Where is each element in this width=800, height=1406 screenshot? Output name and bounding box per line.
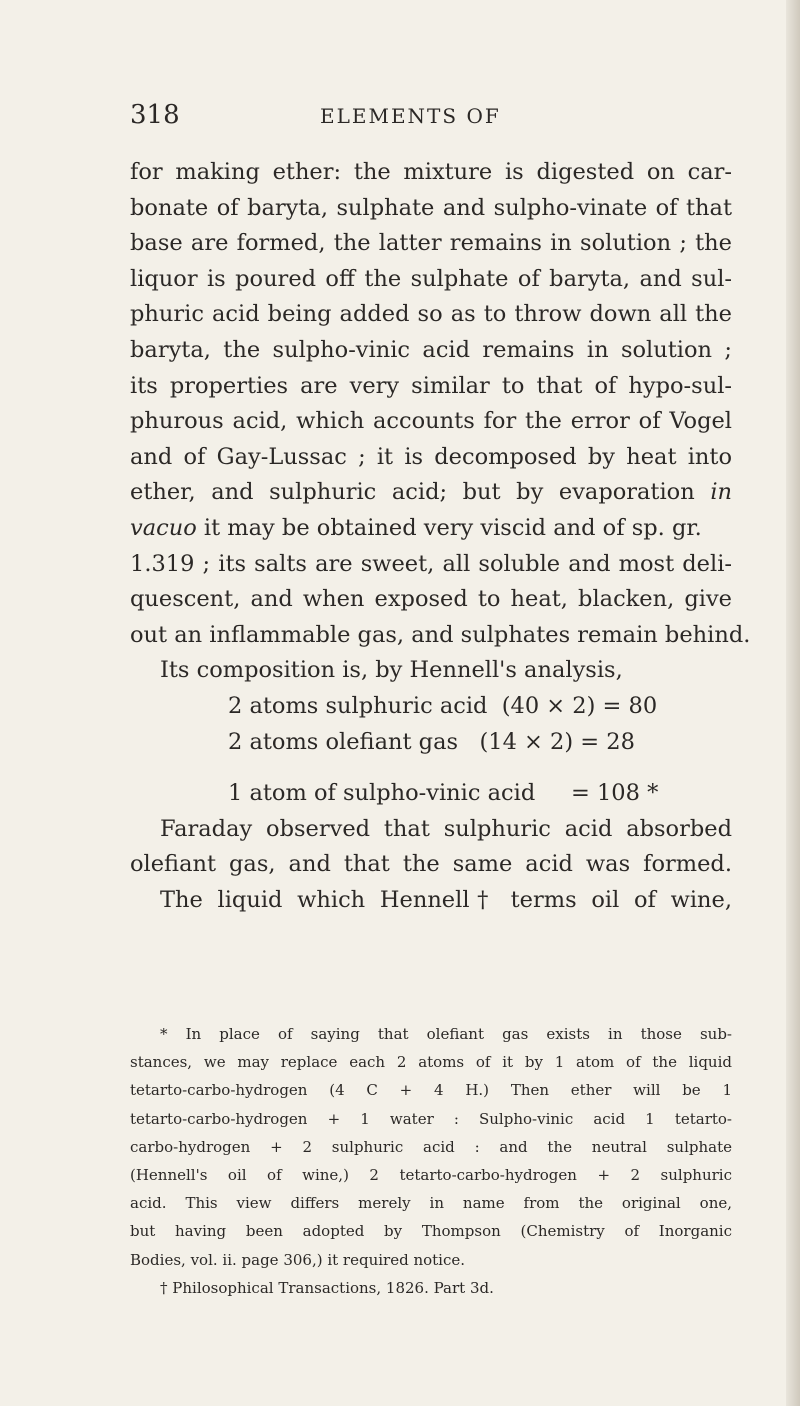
text-line: Faraday observed that sulphuric acid absorbed: [160, 815, 732, 842]
text-line: liquor is poured off the sulphate of baryta, and sul-: [130, 265, 732, 292]
footnote-line: (Hennell's oil of wine,) 2 tetarto-carbo-hydrogen + 2 sulphuric: [130, 1166, 732, 1185]
footnote-line: but having been adopted by Thompson (Chemistry of Inorganic: [130, 1222, 732, 1241]
table-spacer: [130, 760, 732, 776]
page-header: [130, 100, 730, 130]
text-segment: ether, and sulphuric acid; but by evaporation: [130, 479, 695, 506]
page-edge-shadow: [786, 0, 800, 1406]
text-line: its properties are very similar to that of hypo-sul-: [130, 372, 732, 399]
footnotes: [130, 1020, 732, 1302]
running-title: ELEMENTS OF: [320, 104, 501, 128]
text-line: bonate of baryta, sulphate and sulpho-vinate of that: [130, 194, 732, 221]
text-segment: it may be obtained very viscid and of sp. gr.: [203, 514, 702, 541]
italic-term: in: [710, 479, 732, 506]
composition-total-row: 1 atom of sulpho-vinic acid = 108 *: [228, 780, 659, 807]
text-line: phurous acid, which accounts for the error of Vogel: [130, 408, 732, 435]
footnote-line: † Philosophical Transactions, 1826. Part 3d.: [160, 1278, 494, 1297]
footnote-line: acid. This view differs merely in name from the original one,: [130, 1194, 732, 1213]
page-number: 318: [130, 100, 180, 130]
text-line-with-italic: [130, 511, 732, 547]
footnote-line: * In place of saying that olefiant gas exists in those sub-: [160, 1025, 732, 1043]
text-line: base are formed, the latter remains in solution ; the: [130, 230, 732, 257]
text-line: out an inflammable gas, and sulphates remain behind.: [130, 621, 751, 648]
footnote-line: Bodies, vol. ii. page 306,) it required notice.: [130, 1250, 466, 1269]
text-line: baryta, the sulpho-vinic acid remains in solution ;: [130, 336, 732, 363]
text-line: 1.319 ; its salts are sweet, all soluble and most deli-: [130, 550, 732, 577]
text-line: olefiant gas, and that the same acid was formed.: [130, 851, 732, 878]
text-line: The liquid which Hennell† terms oil of wine,: [160, 886, 732, 913]
text-line: for making ether: the mixture is digested on car-: [130, 159, 732, 185]
text-line: and of Gay-Lussac ; it is decomposed by heat into: [130, 443, 732, 470]
footnote-line: tetarto-carbo-hydrogen (4 C + 4 H.) Then ether will be 1: [130, 1081, 732, 1100]
composition-intro: Its composition is, by Hennell's analysis,: [160, 657, 623, 684]
footnote-line: tetarto-carbo-hydrogen + 1 water : Sulpho-vinic acid 1 tetarto-: [130, 1109, 732, 1128]
composition-row: 2 atoms sulphuric acid (40 × 2) = 80: [228, 692, 658, 719]
footnote-line: stances, we may replace each 2 atoms of it by 1 atom of the liquid: [130, 1053, 732, 1072]
text-line-with-italic: [130, 475, 732, 511]
footnote-line: carbo-hydrogen + 2 sulphuric acid : and the neutral sulphate: [130, 1137, 732, 1156]
text-line: quescent, and when exposed to heat, blacken, give: [130, 586, 732, 613]
text-line: phuric acid being added so as to throw down all the: [130, 301, 732, 328]
composition-row: 2 atoms olefiant gas (14 × 2) = 28: [228, 728, 635, 755]
main-text: [130, 155, 751, 918]
italic-term: vacuo: [130, 514, 197, 541]
